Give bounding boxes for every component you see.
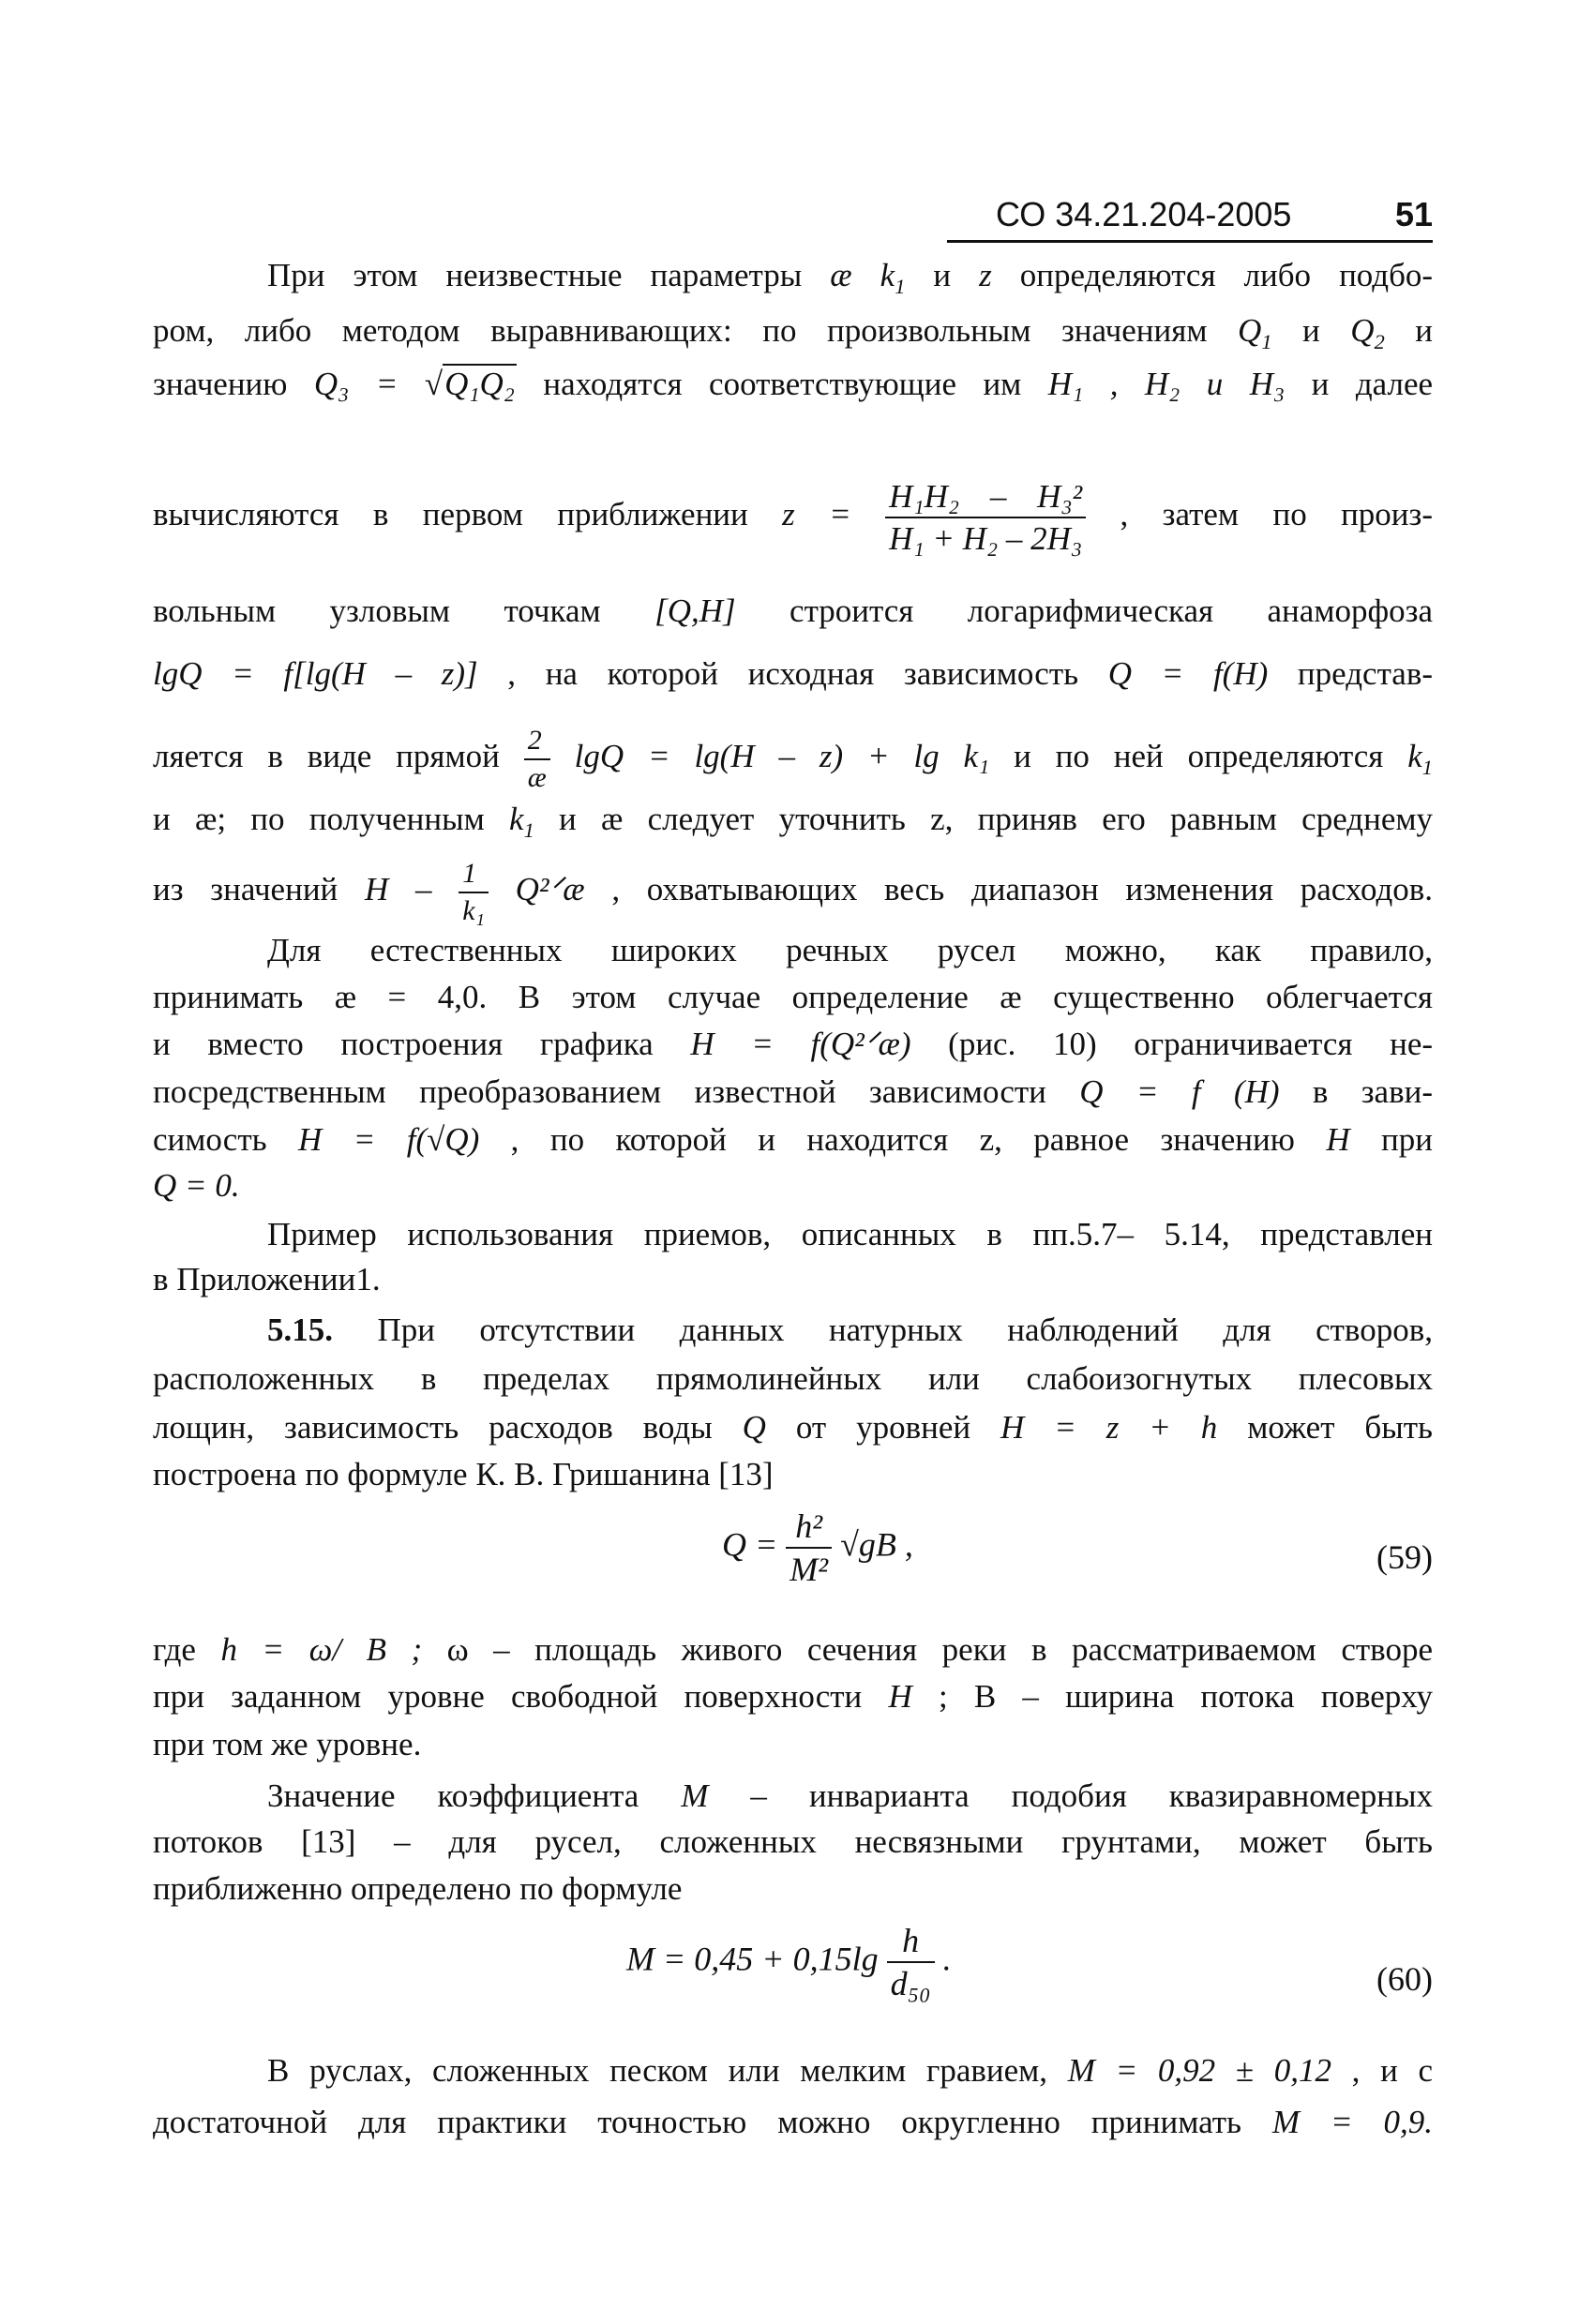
text-line: вольным узловым точкам [Q,H] строится логарифмическая анаморфоза — [153, 592, 1434, 629]
text-line: и вместо построения графика H = f(Q²ᐟæ) (рис. 10) ограничивается не- — [153, 1026, 1434, 1062]
text-line: и æ; по полученным $k_1$ и æ следует уточнить z, приняв его равным среднему — [153, 801, 1433, 842]
text-line: симость H = f(√Q) , по которой и находится z, равное значению H при — [153, 1121, 1434, 1158]
text-line: в Приложении1. — [153, 1261, 381, 1297]
text-line: В руслах, сложенных песком или мелким гравием, M = 0,92 ± 0,12 , и с — [267, 2052, 1434, 2089]
page-header — [947, 193, 1433, 243]
text-line: построена по формуле К. В. Гришанина [13] — [153, 1456, 774, 1492]
text-line: Значение коэффициента M – инварианта подобия квазиравномерных — [267, 1777, 1433, 1814]
text-line: лощин, зависимость расходов воды Q от уровней H = z + h может быть — [153, 1409, 1434, 1446]
page-number: 51 — [1394, 195, 1433, 233]
text-line: 5.15. При отсутствии данных натурных наблюдений для створов, — [267, 1312, 1433, 1348]
text-line: принимать æ = 4,0. В этом случае определение æ существенно облегчается — [153, 979, 1433, 1015]
document-code: СО 34.21.204-2005 — [996, 195, 1292, 233]
text-line: из значений H – $\frac{1}{\text{k₁}}$ Q²ᐟæ , охватывающих весь диапазон изменения расходов. — [153, 858, 1434, 926]
text-line: приближенно определено по формуле — [153, 1870, 683, 1907]
formula-z: z = $\frac{\text{H₁H₂ – H₃²}}{\text{H₁ + H₂ – 2H₃}}$ — [782, 496, 1120, 532]
equation-number-59: (59) — [1376, 1538, 1433, 1576]
text-line: при том же уровне. — [153, 1726, 422, 1762]
text-line: вычисляются в первом приближении z = $\frac{\text{H₁H₂ – H₃²}}{\text{H₁ + H₂ – 2H₃}}$ , затем по произ- — [153, 478, 1434, 557]
text-line: Пример использования приемов, описанных в пп.5.7– 5.14, представлен — [267, 1216, 1433, 1252]
text-line: потоков [13] – для русел, сложенных несвязными грунтами, может быть — [153, 1823, 1433, 1860]
text-line: Q = 0. — [153, 1167, 240, 1204]
section-number: 5.15. — [267, 1312, 333, 1348]
text-line: При этом неизвестные параметры æ $k_1$ и z определяются либо подбо- — [267, 257, 1434, 298]
text-line: расположенных в пределах прямолинейных или слабоизогнутых плесовых — [153, 1360, 1433, 1397]
formula-60: M = 0,45 + 0,15lg $\frac{h}{\text{d₅₀}}$ . — [626, 1922, 952, 2002]
text-line: ляется в виде прямой $\frac{2}{æ}$ lgQ = lg(H – z) + lg k₁ и по ней определяются $k_1$ — [153, 725, 1433, 793]
text-line: значению Q₃ = √Q₁Q₂ находятся соответствующие им H₁ , H₂ и H₃ и далее — [153, 366, 1434, 402]
text-line: посредственным преобразованием известной зависимости Q = f (H) в зави- — [153, 1073, 1434, 1110]
formula-59: Q = $\frac{\text{h²}}{\text{M²}}$ √gB , — [722, 1507, 913, 1588]
text-line: ром, либо методом выравнивающих: по произвольным значениям $Q_1$ и $Q_2$ и — [153, 312, 1434, 353]
text-line: при заданном уровне свободной поверхности H ; B – ширина потока поверху — [153, 1678, 1433, 1715]
text-line: lgQ = f[lg(H – z)] , на которой исходная зависимость Q = f(H) представ- — [153, 655, 1434, 692]
text-line: где h = ω/ B ; ω – площадь живого сечения реки в рассматриваемом створе — [153, 1631, 1433, 1668]
text-line: достаточной для практики точностью можно округленно принимать M = 0,9. — [153, 2104, 1433, 2140]
text-line: Для естественных широких речных русел можно, как правило, — [267, 932, 1433, 968]
equation-number-60: (60) — [1376, 1960, 1433, 1998]
